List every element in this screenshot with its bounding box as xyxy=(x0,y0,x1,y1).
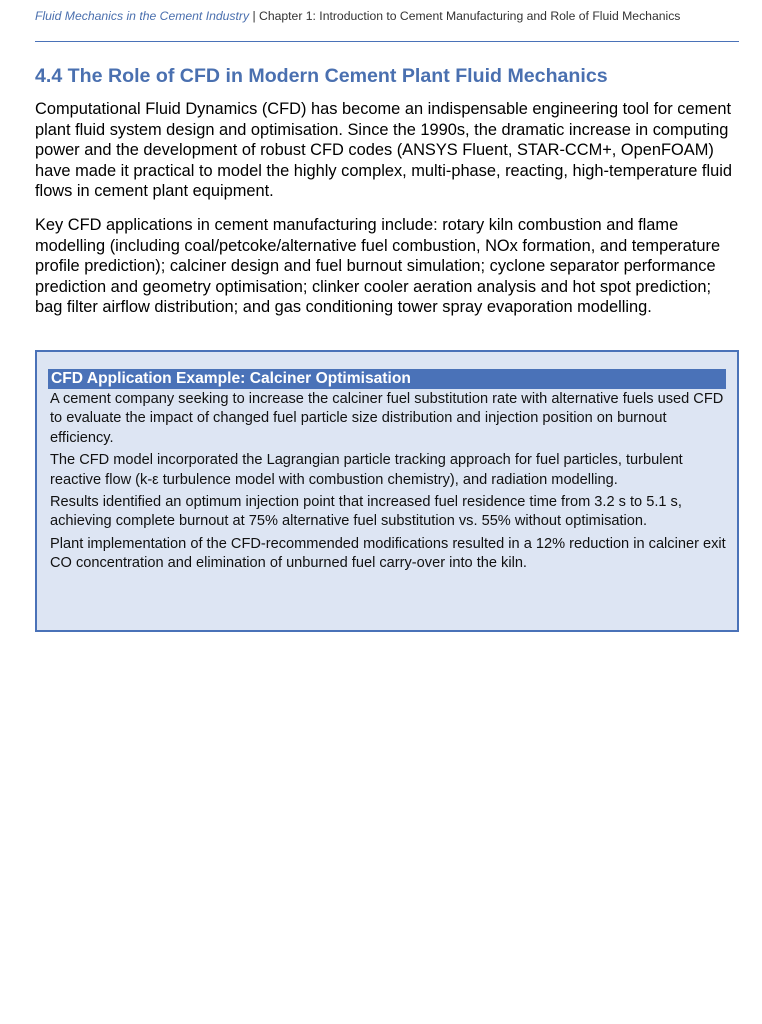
book-title: Fluid Mechanics in the Cement Industry xyxy=(35,9,250,23)
example-box-title: CFD Application Example: Calciner Optimisation xyxy=(48,369,726,389)
chapter-title: Chapter 1: Introduction to Cement Manufacturing and Role of Fluid Mechanics xyxy=(259,9,681,23)
section-heading: 4.4 The Role of CFD in Modern Cement Plant Fluid Mechanics xyxy=(35,65,608,87)
body-paragraph: Computational Fluid Dynamics (CFD) has become an indispensable engineering tool for cement plant fluid system design and optimisation. Since the 1990s, the dramatic increase in computing power and the development of robust CFD codes (ANSYS Fluent, STAR-CCM+, OpenFOAM) have made it practical to model the highly complex, multi-phase, reacting, high-temperature fluid flows in cement plant equipment. xyxy=(35,100,732,201)
running-header xyxy=(35,8,739,42)
example-paragraph: The CFD model incorporated the Lagrangian particle tracking approach for fuel particles, turbulent reactive flow (k-ε turbulence model with combustion chemistry), and radiation modelling. xyxy=(50,452,683,488)
example-paragraph: A cement company seeking to increase the calciner fuel substitution rate with alternative fuels used CFD to evaluate the impact of changed fuel particle size distribution and injection position on burnout efficiency. xyxy=(50,391,724,446)
example-callout-box xyxy=(35,350,739,632)
body-paragraph: Key CFD applications in cement manufacturing include: rotary kiln combustion and flame modelling (including coal/petcoke/alternative fuel combustion, NOx formation, and temperature profile prediction); calciner design and fuel burnout simulation; cyclone separator performance prediction and geometry optimisation; clinker cooler aeration analysis and hot spot prediction; bag filter airflow distribution; and gas conditioning tower spray evaporation modelling. xyxy=(35,216,721,317)
header-separator: | xyxy=(252,9,256,23)
example-paragraph: Plant implementation of the CFD-recommended modifications resulted in a 12% reduction in calciner exit CO concentration and elimination of unburned fuel carry-over into the kiln. xyxy=(50,535,726,572)
example-paragraph: Results identified an optimum injection point that increased fuel residence time from 3.2 s to 5.1 s, achieving complete burnout at 75% alternative fuel substitution vs. 55% without optimisation. xyxy=(50,494,682,530)
